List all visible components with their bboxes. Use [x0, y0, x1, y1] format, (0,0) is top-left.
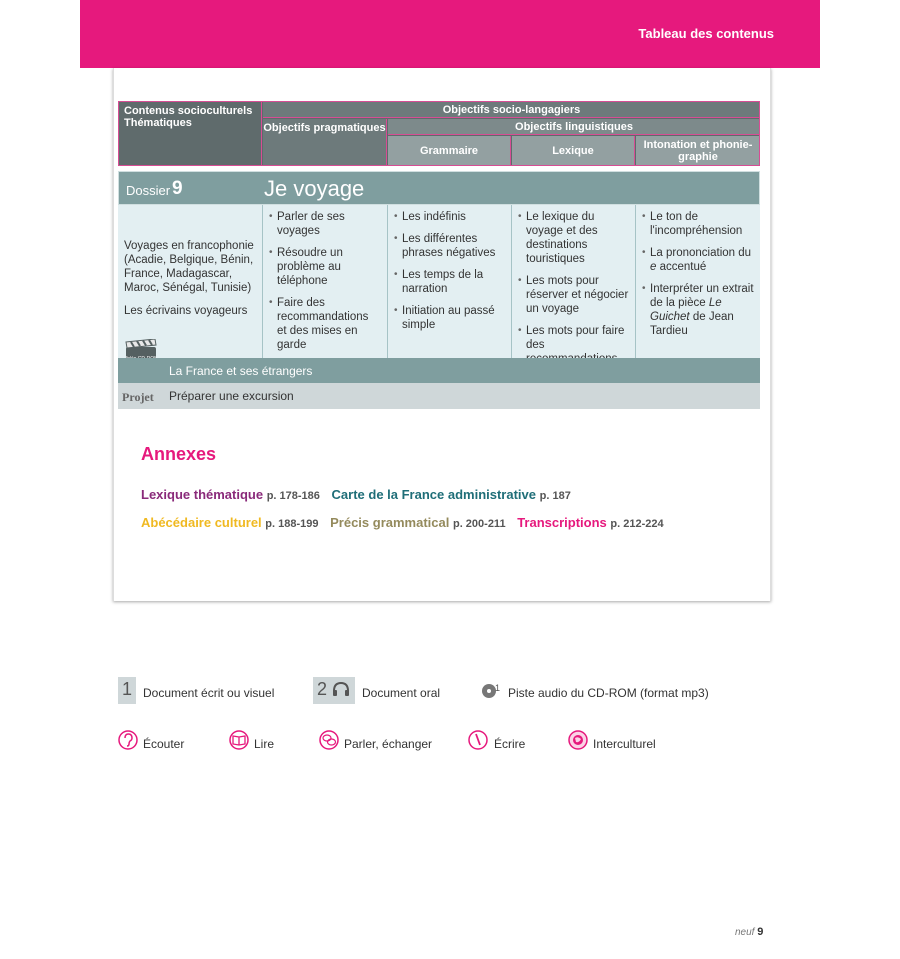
intonation-cell [636, 205, 760, 358]
list-item: • Résoudre un problème au téléphone [269, 246, 381, 288]
piste-label: Piste audio du CD-ROM (format mp3) [508, 686, 709, 700]
video-title: La France et ses étrangers [169, 364, 313, 378]
projet-bar [118, 383, 760, 409]
annex-item-precis[interactable] [330, 515, 505, 530]
page-number: neuf 9 [735, 926, 764, 938]
annex-label: Abécédaire culturel [141, 515, 262, 530]
dossier-name: Je voyage [264, 176, 365, 201]
pen-icon [468, 730, 488, 750]
skill-ecrire: Écrire [494, 737, 526, 751]
contents-table [118, 101, 760, 409]
speech-bubbles-icon [319, 730, 339, 750]
list-item: • Les mots pour réserver et négocier un voyage [518, 274, 629, 316]
dossier-number: 9 [172, 178, 183, 199]
doc-ecrit-icon: 1 [118, 677, 136, 704]
annex-pages: p. 212-224 [610, 518, 664, 530]
annex-label: Précis grammatical [330, 515, 450, 530]
list-item: • Parler de ses voyages [269, 210, 381, 238]
annex-item-transcriptions[interactable] [517, 515, 663, 530]
list-item: • Le lexique du voyage et des destinations touristiques [518, 210, 629, 266]
annex-pages: p. 187 [539, 490, 571, 502]
list-item: • Les temps de la narration [394, 268, 505, 296]
dossier-label: Dossier [126, 183, 171, 198]
dossier-bar [118, 171, 760, 205]
header-band [80, 0, 820, 68]
lexique-cell [512, 205, 636, 358]
globe-icon [568, 730, 588, 750]
list-item: • Interpréter un extrait de la pièce Le Guichet de Jean Tardieu [642, 282, 754, 338]
list-item: • Faire des recommandations et des mises en garde [269, 296, 381, 352]
annexes-title: Annexes [141, 444, 217, 464]
annex-item-abecedaire[interactable] [141, 515, 318, 530]
theme-item: Les écrivains voyageurs [124, 305, 248, 317]
ear-icon [118, 730, 138, 750]
headphones-icon [332, 681, 350, 697]
header-socio-langagiers: Objectifs socio-langagiers [263, 101, 760, 118]
doc-oral-icon: 2 [313, 677, 355, 704]
projet-label: Projet [122, 390, 154, 404]
page-title: Tableau des contenus [638, 26, 774, 41]
grammaire-cell [388, 205, 512, 358]
theme-item: Voyages en francophonie (Acadie, Belgique, Bénin, France, Madagascar, Maroc, Sénégal, Tunisie) [124, 240, 254, 294]
table-header [118, 101, 760, 166]
list-item: • Les indéfinis [394, 210, 505, 224]
list-item: • Les mots pour faire des [518, 324, 629, 366]
pragmatiques-cell [263, 205, 388, 358]
projet-title: Préparer une excursion [169, 389, 294, 403]
doc-ecrit-label: Document écrit ou visuel [143, 686, 275, 700]
piste-number: 1 [495, 683, 501, 693]
annex-pages: p. 200-211 [452, 518, 506, 530]
annex-pages: p. 188-199 [265, 518, 319, 530]
book-icon [229, 730, 249, 750]
themes-cell [118, 205, 263, 358]
dossier-content-row [118, 205, 760, 358]
annex-item-lexique[interactable] [141, 487, 320, 502]
skill-lire: Lire [254, 737, 275, 751]
list-item: • Les différentes phrases négatives [394, 232, 505, 260]
annex-pages: p. 178-186 [266, 490, 320, 502]
list-item: • Le ton de l'incompréhension [642, 210, 754, 238]
annex-item-carte[interactable] [332, 487, 571, 502]
skill-interculturel: Interculturel [593, 737, 656, 751]
header-grammaire: Grammaire [388, 136, 511, 166]
list-item: • Initiation au passé simple [394, 304, 505, 332]
header-intonation: Intonation et phonie-graphie [636, 136, 760, 166]
list-item: • La prononciation du e accentué [642, 246, 754, 274]
header-contenus: Contenus socioculturels Thématiques [118, 101, 262, 166]
doc-oral-label: Document oral [362, 686, 441, 700]
annex-label: Lexique thématique [141, 487, 264, 502]
annexes-line-2 [141, 515, 672, 530]
annex-label: Carte de la France administrative [331, 487, 537, 502]
header-pragmatiques: Objectifs pragmatiques [263, 119, 387, 166]
annexes-line-1 [141, 487, 579, 502]
header-linguistiques: Objectifs linguistiques [388, 119, 760, 135]
skill-ecouter: Écouter [143, 737, 185, 751]
header-lexique: Lexique [512, 136, 635, 166]
annex-label: Transcriptions [517, 515, 607, 530]
video-bar [118, 358, 760, 383]
skill-parler: Parler, échanger [344, 737, 433, 751]
